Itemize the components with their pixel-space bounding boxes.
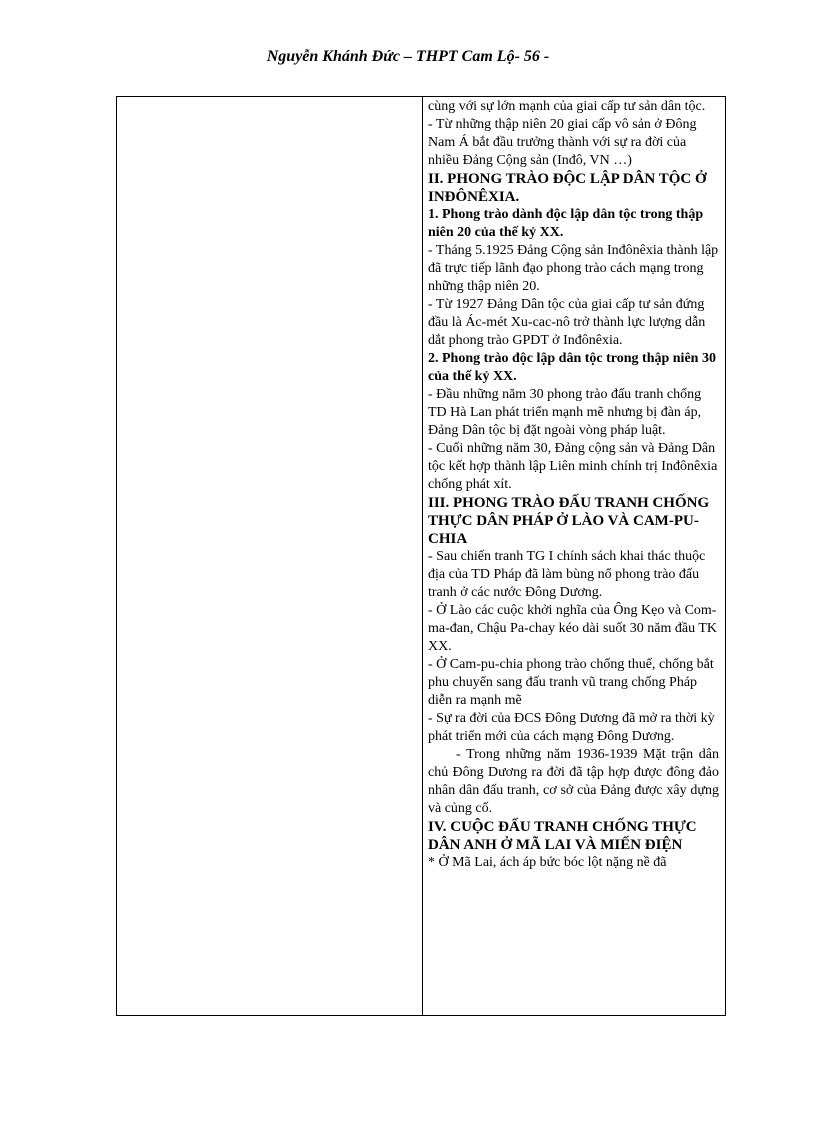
paragraph: - Trong những năm 1936-1939 Mặt trận dân chủ Đông Dương ra đời đã tập hợp được đông đảo nhân dân đấu tranh, cơ sở của Đảng được xây dựng và củng cố. xyxy=(428,747,719,816)
paragraph: - Tháng 5.1925 Đảng Cộng sản Inđônêxia thành lập đã trực tiếp lãnh đạo phong trào cách mạng trong những thập niên 20. xyxy=(428,243,719,294)
paragraph: - Ở Cam-pu-chia phong trào chống thuế, chống bắt phu chuyển sang đấu tranh vũ trang chống Pháp diễn ra mạnh mẽ xyxy=(428,657,714,708)
paragraph: - Sau chiến tranh TG I chính sách khai thác thuộc địa của TD Pháp đã làm bùng nổ phong trào đấu tranh ở các nước Đông Dương. xyxy=(428,549,706,600)
section-heading: IV. CUỘC ĐẤU TRANH CHỐNG THỰC DÂN ANH Ở MÃ LAI VÀ MIẾN ĐIỆN xyxy=(428,819,697,853)
paragraph: - Ở Lào các cuộc khởi nghĩa của Ông Kẹo và Com-ma-đan, Chậu Pa-chay kéo dài suốt 30 năm đầu TK XX. xyxy=(428,603,718,654)
content-table xyxy=(116,96,726,1016)
subsection-heading: 2. Phong trào độc lập dân tộc trong thập niên 30 của thế kỷ XX. xyxy=(428,351,716,384)
paragraph: cùng với sự lớn mạnh của giai cấp tư sản dân tộc. xyxy=(428,99,706,114)
section-heading: II. PHONG TRÀO ĐỘC LẬP DÂN TỘC Ở INĐÔNÊXIA. xyxy=(428,171,707,205)
paragraph: - Từ 1927 Đảng Dân tộc của giai cấp tư sản đứng đầu là Ác-mét Xu-cac-nô trở thành lực lượng dẫn dắt phong trào GPDT ở Inđônêxia. xyxy=(428,297,706,348)
page-header: Nguyễn Khánh Đức – THPT Cam Lộ- 56 - xyxy=(266,48,550,65)
paragraph: - Sự ra đời của ĐCS Đông Dương đã mở ra thời kỳ phát triển mới của cách mạng Đông Dương. xyxy=(428,711,715,744)
subsection-heading: 1. Phong trào dành độc lập dân tộc trong thập niên 20 của thế kỷ XX. xyxy=(428,207,704,240)
left-column-empty xyxy=(117,97,423,1015)
paragraph: - Cuối những năm 30, Đảng cộng sản và Đảng Dân tộc kết hợp thành lập Liên minh chính trị Inđônêxia chống phát xít. xyxy=(428,441,718,492)
paragraph: * Ở Mã Lai, ách áp bức bóc lột nặng nề đã xyxy=(428,855,667,870)
right-column xyxy=(423,97,725,1015)
section-heading: III. PHONG TRÀO ĐẤU TRANH CHỐNG THỰC DÂN PHÁP Ở LÀO VÀ CAM-PU-CHIA xyxy=(428,495,710,547)
paragraph: - Đầu những năm 30 phong trào đấu tranh chống TD Hà Lan phát triển mạnh mẽ nhưng bị đàn áp, Đảng Dân tộc bị đặt ngoài vòng pháp luật. xyxy=(428,387,702,438)
paragraph: - Từ những thập niên 20 giai cấp vô sản ở Đông Nam Á bắt đầu trưởng thành với sự ra đời của nhiều Đảng Cộng sản (Inđô, VN …) xyxy=(428,117,697,168)
